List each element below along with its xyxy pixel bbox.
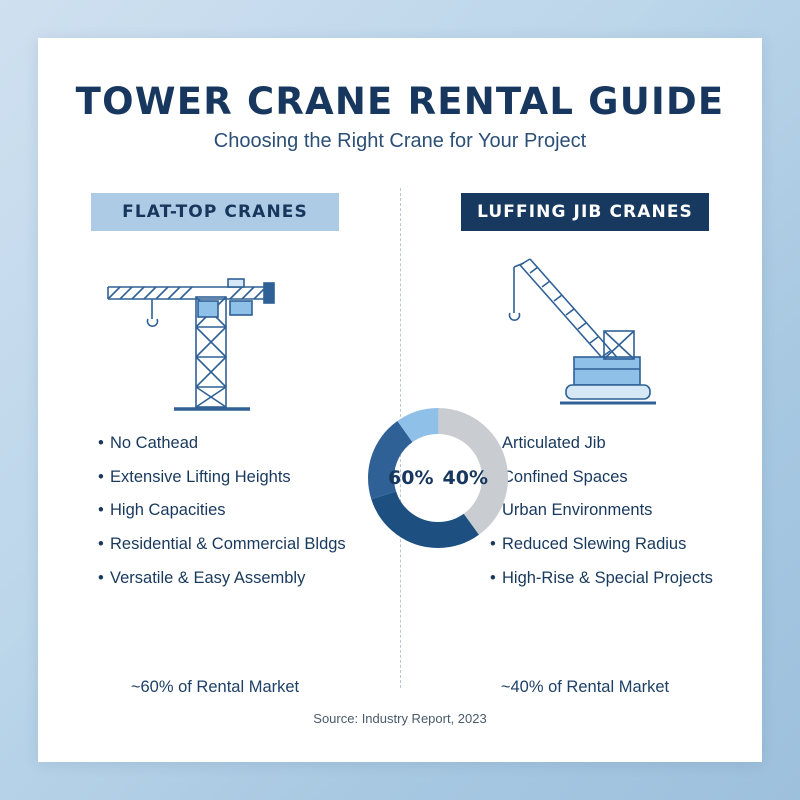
list-item [490, 467, 740, 488]
market-share-donut-chart [363, 403, 513, 553]
bullet-dot: • [490, 434, 496, 452]
flat-top-crane-icon [50, 247, 380, 417]
bullet-dot: • [98, 467, 104, 486]
list-item-label: Residential & Commercial Bldgs [110, 534, 346, 553]
luffing-jib-share-note: ~40% of Rental Market [500, 678, 670, 696]
list-item-label: Extensive Lifting Heights [110, 467, 291, 486]
flat-top-share-note: ~60% of Rental Market [130, 678, 300, 696]
luffing-jib-crane-icon [420, 247, 750, 417]
infographic-card [38, 38, 762, 762]
list-item-label: Articulated Jib [502, 434, 606, 452]
list-item [98, 433, 370, 454]
list-item-label: No Cathead [110, 434, 199, 452]
bullet-dot: • [98, 568, 104, 587]
list-item-label: Reduced Slewing Radius [502, 534, 687, 553]
list-item [98, 568, 370, 589]
bullet-dot: • [98, 434, 104, 452]
flat-top-column [50, 193, 380, 696]
list-item [98, 467, 370, 488]
list-item-label: High Capacities [110, 501, 226, 520]
source-note: Source: Industry Report, 2023 [313, 711, 487, 726]
list-item-label: High-Rise & Special Projects [502, 568, 713, 587]
bullet-dot: • [490, 568, 496, 587]
list-item [490, 500, 740, 521]
bullet-dot: • [490, 467, 496, 486]
list-item [490, 433, 740, 454]
donut-center-labels [363, 403, 513, 553]
page-subtitle: Choosing the Right Crane for Your Project [213, 130, 587, 152]
list-item-label: Versatile & Easy Assembly [110, 568, 306, 587]
donut-right-value: 40% [442, 467, 488, 489]
page-title: TOWER CRANE RENTAL GUIDE [75, 80, 725, 123]
list-item [490, 568, 740, 589]
bullet-dot: • [490, 501, 496, 520]
flat-top-feature-list [50, 433, 380, 588]
flat-top-badge: FLAT-TOP CRANES [91, 193, 339, 231]
list-item [98, 534, 370, 555]
bullet-dot: • [98, 501, 104, 520]
list-item-label: Urban Environments [502, 501, 653, 520]
list-item [490, 534, 740, 555]
bullet-dot: • [98, 534, 104, 553]
luffing-jib-badge: LUFFING JIB CRANES [461, 193, 709, 231]
list-item-label: Confined Spaces [502, 467, 628, 486]
bullet-dot: • [490, 534, 496, 553]
donut-left-value: 60% [388, 467, 434, 489]
list-item [98, 500, 370, 521]
